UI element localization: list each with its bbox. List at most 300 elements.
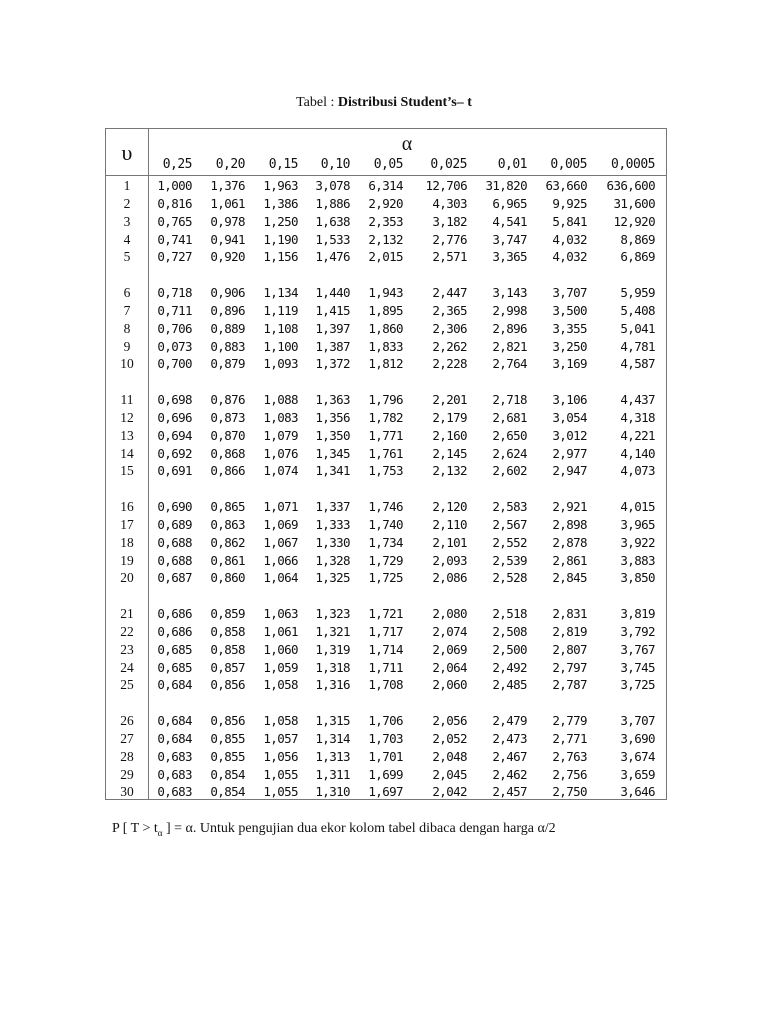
table-cell: 0,860: [210, 570, 245, 586]
table-cell: 12,706: [425, 178, 467, 193]
table-cell: 0,876: [210, 392, 245, 407]
table-cell: 1,061: [263, 623, 298, 639]
table-cell: 4,032: [552, 231, 587, 247]
table-cell: 3,745: [620, 659, 655, 675]
table-row: [106, 320, 666, 338]
row-df-label: 6: [123, 285, 131, 300]
table-cell: 0,863: [210, 516, 245, 532]
table-cell: 3,922: [620, 534, 655, 550]
table-cell: 1,069: [263, 516, 298, 532]
table-cell: 0,685: [157, 659, 192, 675]
table-cell: 2,718: [492, 392, 527, 407]
table-row: [106, 730, 666, 748]
table-cell: 2,145: [432, 445, 467, 461]
table-row: [106, 195, 666, 213]
table-cell: 8,869: [620, 231, 655, 247]
row-df-label: 2: [123, 195, 131, 211]
table-cell: 1,860: [368, 320, 403, 336]
table-cell: 3,106: [552, 392, 587, 407]
row-df-label: 5: [123, 249, 131, 265]
table-cell: 1,100: [263, 338, 298, 354]
table-cell: 2,797: [552, 659, 587, 675]
table-row: [106, 498, 666, 516]
table-cell: 2,831: [552, 606, 587, 621]
table-cell: 3,078: [315, 178, 350, 193]
row-df-label: 20: [120, 570, 134, 586]
table-row: [106, 409, 666, 427]
table-cell: 0,690: [157, 499, 192, 514]
row-df-label: 9: [123, 338, 131, 354]
footnote-part1: P [ T > t: [112, 821, 158, 836]
table-cell: 4,032: [552, 249, 587, 265]
table-cell: 5,841: [552, 213, 587, 229]
table-cell: 2,120: [432, 499, 467, 514]
table-cell: 0,861: [210, 552, 245, 568]
row-df-label: 21: [120, 606, 134, 621]
table-row: [106, 177, 666, 195]
table-cell: 2,093: [432, 552, 467, 568]
degrees-of-freedom-header: υ: [121, 140, 133, 165]
row-df-label: 12: [120, 409, 134, 425]
table-cell: 3,659: [620, 766, 655, 782]
table-cell: 2,921: [552, 499, 587, 514]
table-cell: 63,660: [545, 178, 587, 193]
table-cell: 0,879: [210, 356, 245, 372]
table-row: [106, 248, 666, 266]
table-cell: 2,898: [552, 516, 587, 532]
table-cell: 3,883: [620, 552, 655, 568]
table-cell: 1,699: [368, 766, 403, 782]
table-cell: 2,787: [552, 677, 587, 693]
row-df-label: 16: [120, 499, 134, 514]
table-cell: 1,059: [263, 659, 298, 675]
table-cell: 2,485: [492, 677, 527, 693]
table-cell: 2,101: [432, 534, 467, 550]
table-cell: 2,539: [492, 552, 527, 568]
table-cell: 2,947: [552, 463, 587, 479]
table-cell: 2,048: [432, 748, 467, 764]
table-row: [106, 534, 666, 552]
table-cell: 1,316: [315, 677, 350, 693]
table-row: [106, 569, 666, 587]
alpha-header: α: [401, 133, 413, 155]
table-cell: 2,074: [432, 623, 467, 639]
table-cell: 1,093: [263, 356, 298, 372]
table-cell: 1,397: [315, 320, 350, 336]
table-cell: 2,567: [492, 516, 527, 532]
table-cell: 6,869: [620, 249, 655, 265]
table-cell: 0,859: [210, 606, 245, 621]
table-row: [106, 641, 666, 659]
table-cell: 3,747: [492, 231, 527, 247]
table-cell: 1,325: [315, 570, 350, 586]
table-row: [106, 302, 666, 320]
table-cell: 1,812: [368, 356, 403, 372]
table-cell: 6,965: [492, 195, 527, 211]
table-cell: 1,108: [263, 320, 298, 336]
table-cell: 1,319: [315, 641, 350, 657]
table-cell: 2,069: [432, 641, 467, 657]
table-cell: 0,765: [157, 213, 192, 229]
table-cell: 1,321: [315, 623, 350, 639]
table-cell: 0,688: [157, 552, 192, 568]
table-cell: 1,055: [263, 766, 298, 782]
table-cell: 2,861: [552, 552, 587, 568]
table-cell: 0,857: [210, 659, 245, 675]
table-cell: 2,571: [432, 249, 467, 265]
table-cell: 0,683: [157, 784, 192, 800]
table-row: [106, 766, 666, 784]
table-cell: 2,457: [492, 784, 527, 800]
table-cell: 2,262: [432, 338, 467, 354]
table-cell: 0,978: [210, 213, 245, 229]
table-cell: 1,701: [368, 748, 403, 764]
table-cell: 2,920: [368, 195, 403, 211]
table-cell: 3,819: [620, 606, 655, 621]
table-row: [106, 284, 666, 302]
table-cell: 2,763: [552, 748, 587, 764]
table-cell: 1,706: [368, 713, 403, 728]
table-row: [106, 552, 666, 570]
table-cell: 0,692: [157, 445, 192, 461]
table-cell: 2,353: [368, 213, 403, 229]
table-cell: 1,066: [263, 552, 298, 568]
alpha-level-header: 0,10: [320, 157, 350, 172]
table-cell: 1,071: [263, 499, 298, 514]
table-cell: 0,816: [157, 195, 192, 211]
table-cell: 1,746: [368, 499, 403, 514]
table-cell: 0,684: [157, 730, 192, 746]
row-df-label: 7: [123, 302, 131, 318]
table-cell: 1,833: [368, 338, 403, 354]
table-cell: 0,854: [210, 766, 245, 782]
table-cell: 3,707: [552, 285, 587, 300]
table-cell: 1,250: [263, 213, 298, 229]
table-cell: 0,741: [157, 231, 192, 247]
table-cell: 2,080: [432, 606, 467, 621]
table-cell: 1,313: [315, 748, 350, 764]
table-cell: 3,143: [492, 285, 527, 300]
table-cell: 2,064: [432, 659, 467, 675]
table-cell: 2,365: [432, 302, 467, 318]
table-cell: 1,318: [315, 659, 350, 675]
table-cell: 0,858: [210, 641, 245, 657]
table-cell: 2,015: [368, 249, 403, 265]
table-cell: 1,134: [263, 285, 298, 300]
table-cell: 0,718: [157, 285, 192, 300]
table-cell: 2,086: [432, 570, 467, 586]
row-df-label: 28: [120, 748, 134, 764]
table-cell: 1,721: [368, 606, 403, 621]
table-cell: 0,685: [157, 641, 192, 657]
table-cell: 1,771: [368, 427, 403, 443]
table-cell: 1,079: [263, 427, 298, 443]
table-cell: 1,356: [315, 409, 350, 425]
table-cell: 2,228: [432, 356, 467, 372]
table-cell: 0,896: [210, 302, 245, 318]
alpha-level-header: 0,25: [162, 157, 192, 172]
table-cell: 2,056: [432, 713, 467, 728]
table-row: [106, 213, 666, 231]
table-cell: 1,061: [210, 195, 245, 211]
table-cell: 2,306: [432, 320, 467, 336]
table-cell: 1,963: [263, 178, 298, 193]
table-cell: 1,708: [368, 677, 403, 693]
table-cell: 2,052: [432, 730, 467, 746]
title-prefix: Tabel :: [296, 95, 338, 110]
table-cell: 1,350: [315, 427, 350, 443]
table-cell: 2,492: [492, 659, 527, 675]
table-cell: 0,687: [157, 570, 192, 586]
table-cell: 1,311: [315, 766, 350, 782]
table-cell: 0,865: [210, 499, 245, 514]
table-cell: 0,858: [210, 623, 245, 639]
table-cell: 1,476: [315, 249, 350, 265]
table-cell: 1,341: [315, 463, 350, 479]
table-row: [106, 338, 666, 356]
table-cell: 636,600: [606, 178, 655, 193]
table-cell: 1,363: [315, 392, 350, 407]
table-row: [106, 748, 666, 766]
table-cell: 3,365: [492, 249, 527, 265]
table-cell: 2,845: [552, 570, 587, 586]
alpha-level-header: 0,0005: [611, 157, 655, 172]
footnote-part2: ] = α. Untuk pengujian dua ekor kolom tabel dibaca dengan harga α/2: [162, 821, 556, 836]
table-cell: 2,528: [492, 570, 527, 586]
table-cell: 2,160: [432, 427, 467, 443]
table-row: [106, 427, 666, 445]
table-cell: 0,941: [210, 231, 245, 247]
table-cell: 1,387: [315, 338, 350, 354]
row-df-label: 26: [120, 713, 134, 728]
table-cell: 2,771: [552, 730, 587, 746]
table-cell: 1,058: [263, 677, 298, 693]
table-cell: 2,821: [492, 338, 527, 354]
table-cell: 2,132: [368, 231, 403, 247]
alpha-level-header: 0,005: [550, 157, 587, 172]
table-cell: 1,076: [263, 445, 298, 461]
table-cell: 2,756: [552, 766, 587, 782]
table-cell: 1,734: [368, 534, 403, 550]
table-cell: 1,323: [315, 606, 350, 621]
table-cell: 1,056: [263, 748, 298, 764]
table-cell: 1,740: [368, 516, 403, 532]
table-cell: 3,646: [620, 784, 655, 800]
table-cell: 1,697: [368, 784, 403, 800]
row-df-label: 14: [120, 445, 134, 461]
table-cell: 0,691: [157, 463, 192, 479]
table-cell: 1,057: [263, 730, 298, 746]
table-cell: 9,925: [552, 195, 587, 211]
table-cell: 1,333: [315, 516, 350, 532]
table-row: [106, 231, 666, 249]
alpha-level-header: 0,01: [497, 157, 527, 172]
row-df-label: 19: [120, 552, 134, 568]
table-cell: 1,729: [368, 552, 403, 568]
table-cell: 2,977: [552, 445, 587, 461]
table-cell: 2,045: [432, 766, 467, 782]
table-cell: 4,437: [620, 392, 655, 407]
table-cell: 3,355: [552, 320, 587, 336]
table-cell: 0,686: [157, 606, 192, 621]
table-cell: 2,508: [492, 623, 527, 639]
table-row: [106, 516, 666, 534]
table-cell: 1,058: [263, 713, 298, 728]
row-df-label: 17: [120, 516, 134, 532]
row-df-label: 10: [120, 356, 134, 372]
table-cell: 1,711: [368, 659, 403, 675]
table-cell: 3,792: [620, 623, 655, 639]
table-cell: 1,796: [368, 392, 403, 407]
table-cell: 1,725: [368, 570, 403, 586]
table-cell: 1,337: [315, 499, 350, 514]
table-cell: 4,303: [432, 195, 467, 211]
table-cell: 2,479: [492, 713, 527, 728]
t-distribution-table: [105, 128, 667, 800]
table-cell: 1,064: [263, 570, 298, 586]
table-cell: 2,110: [432, 516, 467, 532]
table-cell: 0,868: [210, 445, 245, 461]
table-cell: 0,706: [157, 320, 192, 336]
table-cell: 1,119: [263, 302, 298, 318]
table-cell: 3,500: [552, 302, 587, 318]
table-cell: 1,386: [263, 195, 298, 211]
table-cell: 4,318: [620, 409, 655, 425]
table-cell: 1,083: [263, 409, 298, 425]
table-cell: 1,190: [263, 231, 298, 247]
table-cell: 2,447: [432, 285, 467, 300]
row-df-label: 1: [123, 178, 131, 193]
table-cell: 1,761: [368, 445, 403, 461]
table-cell: 2,201: [432, 392, 467, 407]
row-df-label: 29: [120, 766, 134, 782]
table-cell: 0,688: [157, 534, 192, 550]
table-cell: 0,727: [157, 249, 192, 265]
row-df-label: 25: [120, 677, 134, 693]
table-cell: 0,855: [210, 730, 245, 746]
table-cell: 2,583: [492, 499, 527, 514]
table-cell: 3,250: [552, 338, 587, 354]
table-cell: 4,781: [620, 338, 655, 354]
table-row: [106, 659, 666, 677]
table-cell: 1,063: [263, 606, 298, 621]
table-cell: 0,683: [157, 748, 192, 764]
table-cell: 31,820: [485, 178, 527, 193]
table-cell: 3,767: [620, 641, 655, 657]
table-cell: 2,681: [492, 409, 527, 425]
table-cell: 2,896: [492, 320, 527, 336]
table-cell: 0,856: [210, 677, 245, 693]
table-cell: 2,518: [492, 606, 527, 621]
row-df-label: 30: [120, 784, 134, 800]
table-cell: 1,372: [315, 356, 350, 372]
table-cell: 0,686: [157, 623, 192, 639]
table-cell: 5,408: [620, 302, 655, 318]
table-cell: 1,156: [263, 249, 298, 265]
table-row: [106, 355, 666, 373]
table-cell: 3,182: [432, 213, 467, 229]
table-cell: 1,328: [315, 552, 350, 568]
table-cell: 1,533: [315, 231, 350, 247]
table-cell: 1,376: [210, 178, 245, 193]
row-df-label: 13: [120, 427, 134, 443]
table-row: [106, 445, 666, 463]
alpha-level-header: 0,20: [215, 157, 245, 172]
row-df-label: 3: [123, 213, 131, 229]
table-cell: 1,345: [315, 445, 350, 461]
alpha-level-header: 0,025: [430, 157, 467, 172]
table-cell: 1,703: [368, 730, 403, 746]
table-cell: 0,694: [157, 427, 192, 443]
table-cell: 2,467: [492, 748, 527, 764]
table-cell: 1,074: [263, 463, 298, 479]
row-df-label: 11: [120, 392, 134, 407]
footnote-sub: α: [157, 827, 163, 838]
table-cell: 4,541: [492, 213, 527, 229]
table-cell: 0,698: [157, 392, 192, 407]
table-cell: 2,179: [432, 409, 467, 425]
table-cell: 0,073: [157, 338, 192, 354]
table-cell: 1,943: [368, 285, 403, 300]
table-row: [106, 676, 666, 694]
table-cell: 4,221: [620, 427, 655, 443]
table-cell: 2,779: [552, 713, 587, 728]
table-cell: 1,088: [263, 392, 298, 407]
table-row: [106, 462, 666, 480]
alpha-level-header: 0,15: [268, 157, 298, 172]
table-cell: 2,650: [492, 427, 527, 443]
table-row: [106, 712, 666, 730]
table-cell: 2,462: [492, 766, 527, 782]
table-cell: 1,782: [368, 409, 403, 425]
row-df-label: 23: [120, 641, 134, 657]
table-cell: 0,855: [210, 748, 245, 764]
table-cell: 0,689: [157, 516, 192, 532]
table-cell: 3,690: [620, 730, 655, 746]
footnote: [112, 820, 556, 842]
table-cell: 2,042: [432, 784, 467, 800]
table-cell: 2,602: [492, 463, 527, 479]
table-cell: 3,054: [552, 409, 587, 425]
table-cell: 3,012: [552, 427, 587, 443]
table-cell: 1,714: [368, 641, 403, 657]
table-cell: 2,764: [492, 356, 527, 372]
row-df-label: 4: [123, 231, 131, 247]
table-cell: 1,415: [315, 302, 350, 318]
table-cell: 0,873: [210, 409, 245, 425]
table-cell: 2,776: [432, 231, 467, 247]
header-divider: [106, 175, 666, 176]
table-cell: 12,920: [613, 213, 655, 229]
table-cell: 1,067: [263, 534, 298, 550]
table-cell: 2,998: [492, 302, 527, 318]
table-cell: 2,878: [552, 534, 587, 550]
table-cell: 5,041: [620, 320, 655, 336]
table-cell: 2,750: [552, 784, 587, 800]
table-row: [106, 783, 666, 801]
table-cell: 0,856: [210, 713, 245, 728]
table-cell: 0,700: [157, 356, 192, 372]
alpha-level-header: 0,05: [373, 157, 403, 172]
table-cell: 0,684: [157, 713, 192, 728]
table-cell: 1,315: [315, 713, 350, 728]
table-cell: 2,060: [432, 677, 467, 693]
table-cell: 3,850: [620, 570, 655, 586]
page-title: [0, 94, 768, 112]
table-cell: 4,140: [620, 445, 655, 461]
table-cell: 0,883: [210, 338, 245, 354]
table-row: [106, 391, 666, 409]
